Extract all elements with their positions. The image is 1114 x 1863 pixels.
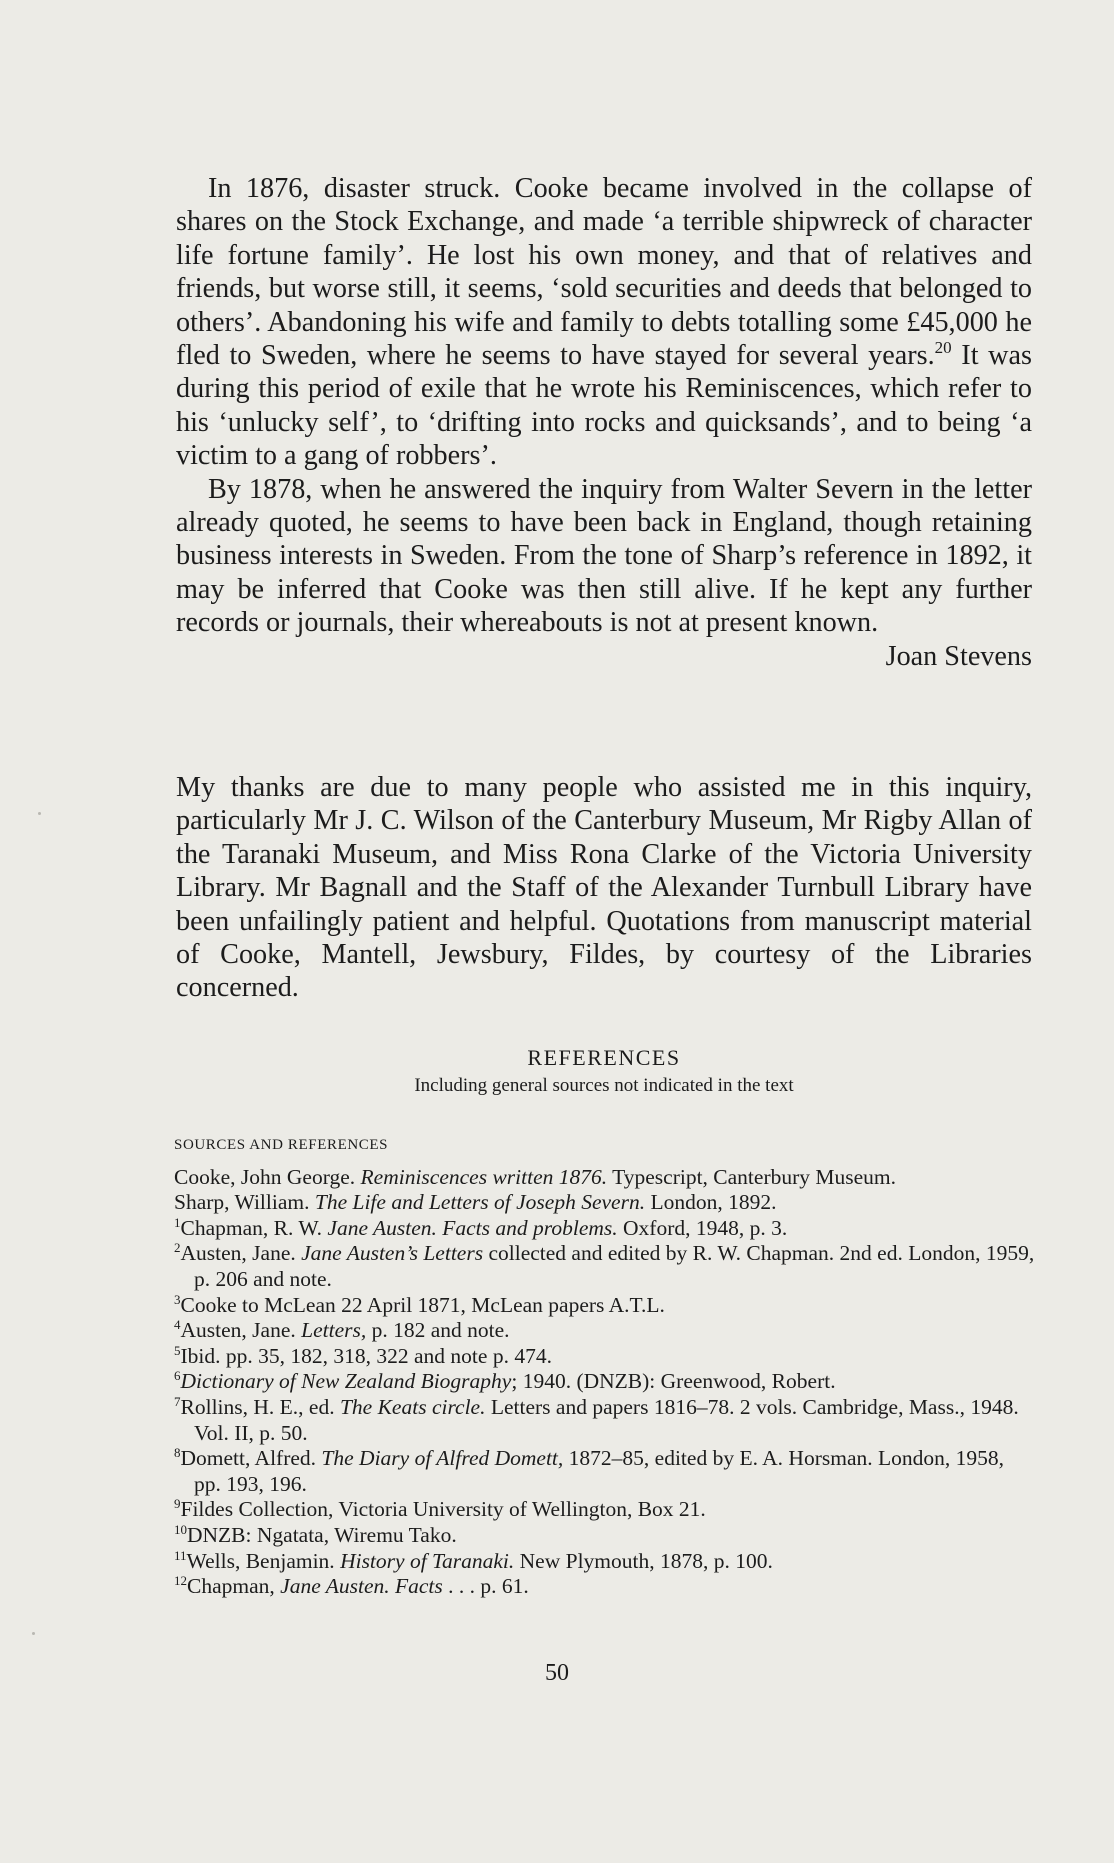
reference-note: $^6$Dictionary of New Zealand Biography; 1940. (DNZB): Greenwood, Robert. <box>174 1368 836 1394</box>
references-subheading: Including general sources not indicated in the text <box>414 1075 794 1096</box>
sources-list <box>174 1165 1036 1216</box>
reference-note: $^{12}$Chapman, Jane Austen. Facts . . . p. 61. <box>174 1573 529 1599</box>
page-number: 50 <box>545 1660 569 1686</box>
note-number: 6 <box>174 1368 181 1384</box>
body-text <box>176 172 1032 673</box>
reference-note: $^1$Chapman, R. W. Jane Austen. Facts and problems. Oxford, 1948, p. 3. <box>174 1214 788 1240</box>
source-entry: Sharp, William. The Life and Letters of Joseph Severn. London, 1892. <box>174 1190 777 1215</box>
work-title: The Keats circle. <box>339 1394 486 1419</box>
reference-note: $^2$Austen, Jane. Jane Austen’s Letters collected and edited by R. W. Chapman. 2nd ed. London, 1959, p. 206 and note. <box>174 1240 1035 1291</box>
sources-label: SOURCES AND REFERENCES <box>174 1137 389 1153</box>
footnote-mark: 20 <box>934 338 952 358</box>
note-number: 12 <box>174 1573 187 1589</box>
reference-note: $^{11}$Wells, Benjamin. History of Taranaki. New Plymouth, 1878, p. 100. <box>174 1547 773 1573</box>
source-entry: Cooke, John George. Reminiscences written 1876. Typescript, Canterbury Museum. <box>174 1164 897 1189</box>
reference-note: $^3$Cooke to McLean 22 April 1871, McLean papers A.T.L. <box>174 1291 665 1317</box>
references-list <box>174 1133 1036 1600</box>
note-number: 11 <box>174 1547 187 1563</box>
note-number: 3 <box>174 1291 181 1307</box>
work-title: Reminiscences written 1876. <box>360 1164 608 1189</box>
note-number: 2 <box>174 1240 181 1256</box>
author-signature: Joan Stevens <box>885 640 1032 672</box>
note-number: 9 <box>174 1496 181 1512</box>
acknowledgement <box>176 771 1032 1005</box>
work-title: The Life and Letters of Joseph Severn. <box>314 1190 646 1215</box>
note-number: 5 <box>174 1342 181 1358</box>
notes-list <box>174 1216 1036 1600</box>
note-number: 1 <box>174 1214 181 1230</box>
work-title: History of Taranaki. <box>340 1548 515 1573</box>
paragraph-1: In 1876, disaster struck. Cooke became involved in the collapse of shares on the Stock Exchange, and made ‘a terrible shipwreck of character life fortune family’. He lost his own money, and that of relatives and friends, but worse still, it seems, ‘sold securities and deeds that belonged to others’. Abandoning his wife and family to debts totalling some £45,000 he fled to Sweden, where he seems to have stayed for several years.$^{20}$ It was during this period of exile that he wrote his Reminiscences, which refer to his ‘unlucky self’, to ‘drifting into rocks and quicksands’, and to being ‘a victim to a gang of robbers’. <box>176 173 1032 472</box>
reference-note: $^4$Austen, Jane. Letters, p. 182 and note. <box>174 1317 510 1343</box>
note-number: 8 <box>174 1445 181 1461</box>
reference-note: $^{10}$DNZB: Ngatata, Wiremu Tako. <box>174 1521 457 1547</box>
work-title: Jane Austen’s Letters <box>301 1241 484 1266</box>
work-title: Jane Austen. Facts and problems. <box>327 1215 618 1240</box>
references-heading: REFERENCES <box>527 1045 681 1070</box>
work-title: The Diary of Alfred Domett, <box>321 1446 564 1471</box>
note-number: 7 <box>174 1393 181 1409</box>
reference-note: $^5$Ibid. pp. 35, 182, 318, 322 and note p. 474. <box>174 1342 552 1368</box>
paragraph-2: By 1878, when he answered the inquiry from Walter Severn in the letter already quoted, he seems to have been back in England, though retaining business interests in Sweden. From the tone of Sharp’s reference in 1892, it may be inferred that Cooke was then still alive. If he kept any further records or journals, their whereabouts is not at present known. <box>176 473 1032 639</box>
work-title: Jane Austen. Facts <box>280 1574 443 1599</box>
reference-note: $^8$Domett, Alfred. The Diary of Alfred Domett, 1872–85, edited by E. A. Horsman. London, 1958, pp. 193, 196. <box>174 1445 1004 1496</box>
paper-speck <box>32 1632 35 1635</box>
reference-note: $^7$Rollins, H. E., ed. The Keats circle. Letters and papers 1816–78. 2 vols. Cambridge, Mass., 1948. Vol. II, p. 50. <box>174 1393 1019 1445</box>
reference-note: $^9$Fildes Collection, Victoria University of Wellington, Box 21. <box>174 1496 706 1522</box>
note-number: 4 <box>174 1317 181 1333</box>
acknowledgement-text: My thanks are due to many people who assisted me in this inquiry, particularly Mr J. C. Wilson of the Canterbury Museum, Mr Rigby Allan of the Taranaki Museum, and Miss Rona Clarke of the Victoria University Library. Mr Bagnall and the Staff of the Alexander Turnbull Library have been unfailingly patient and helpful. Quotations from manuscript material of Cooke, Mantell, Jewsbury, Fildes, by courtesy of the Libraries concerned. <box>176 772 1032 1004</box>
paper-speck <box>38 812 41 815</box>
note-number: 10 <box>174 1521 187 1537</box>
work-title: Dictionary of New Zealand Biography <box>180 1369 512 1394</box>
work-title: Letters, <box>301 1318 367 1343</box>
